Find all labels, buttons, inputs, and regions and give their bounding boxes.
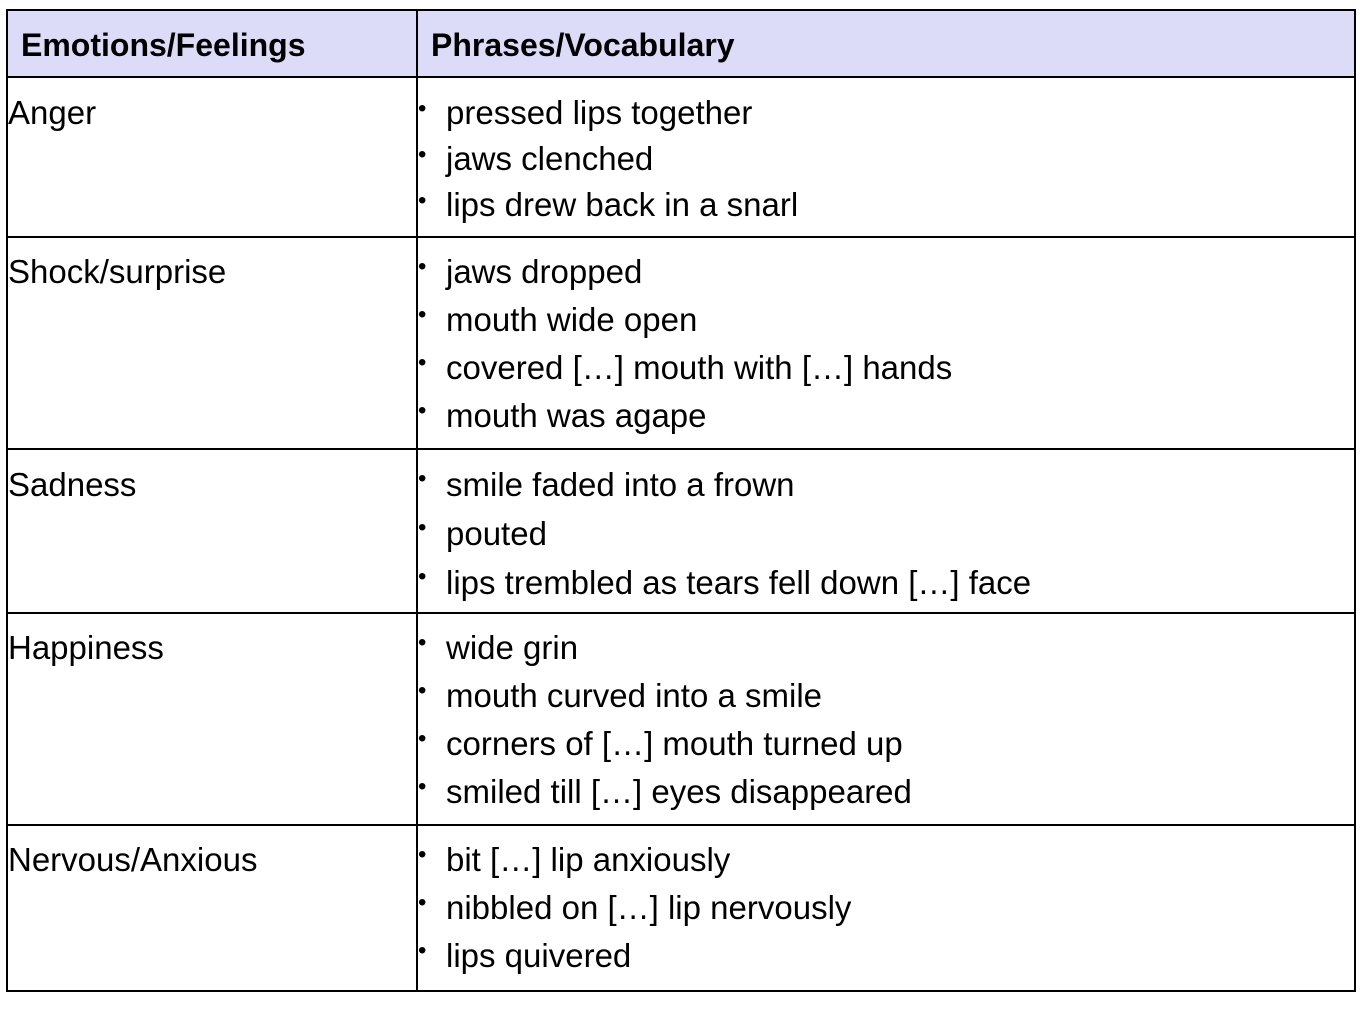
phrase-item: • jaws dropped [418,248,1354,296]
phrase-item: • mouth curved into a smile [418,672,1354,720]
emotion-cell: Anger [7,77,417,237]
phrase-item: • lips drew back in a snarl [418,182,1354,228]
phrase-item: • smile faded into a frown [418,460,1354,509]
phrases-cell [417,237,1355,449]
phrase-item: • lips trembled as tears fell down […] face [418,558,1354,607]
emotion-cell: Sadness [7,449,417,613]
phrases-cell [417,77,1355,237]
phrase-item: • smiled till […] eyes disappeared [418,768,1354,816]
phrase-item: • mouth was agape [418,392,1354,440]
phrases-cell [417,613,1355,825]
phrase-list [418,460,1354,607]
phrases-cell [417,825,1355,991]
table-row [7,449,1355,613]
table-row [7,825,1355,991]
header-row [7,10,1355,77]
emotions-vocabulary-table [6,9,1356,992]
table-row [7,613,1355,825]
phrase-item: • bit […] lip anxiously [418,836,1354,884]
emotion-cell: Happiness [7,613,417,825]
emotion-cell: Nervous/Anxious [7,825,417,991]
phrase-list [418,624,1354,816]
phrases-cell [417,449,1355,613]
phrase-item: • corners of […] mouth turned up [418,720,1354,768]
phrase-item: • jaws clenched [418,136,1354,182]
phrase-list [418,90,1354,228]
header-emotions: Emotions/Feelings [7,10,417,77]
phrase-list [418,836,1354,980]
emotion-cell: Shock/surprise [7,237,417,449]
phrase-list [418,248,1354,440]
phrase-item: • pouted [418,509,1354,558]
phrase-item: • mouth wide open [418,296,1354,344]
phrase-item: • nibbled on […] lip nervously [418,884,1354,932]
phrase-item: • pressed lips together [418,90,1354,136]
table-header [7,10,1355,77]
phrase-item: • wide grin [418,624,1354,672]
phrase-item: • lips quivered [418,932,1354,980]
header-phrases: Phrases/Vocabulary [417,10,1355,77]
phrase-item: • covered […] mouth with […] hands [418,344,1354,392]
table-row [7,237,1355,449]
table-body [7,77,1355,991]
table-row [7,77,1355,237]
